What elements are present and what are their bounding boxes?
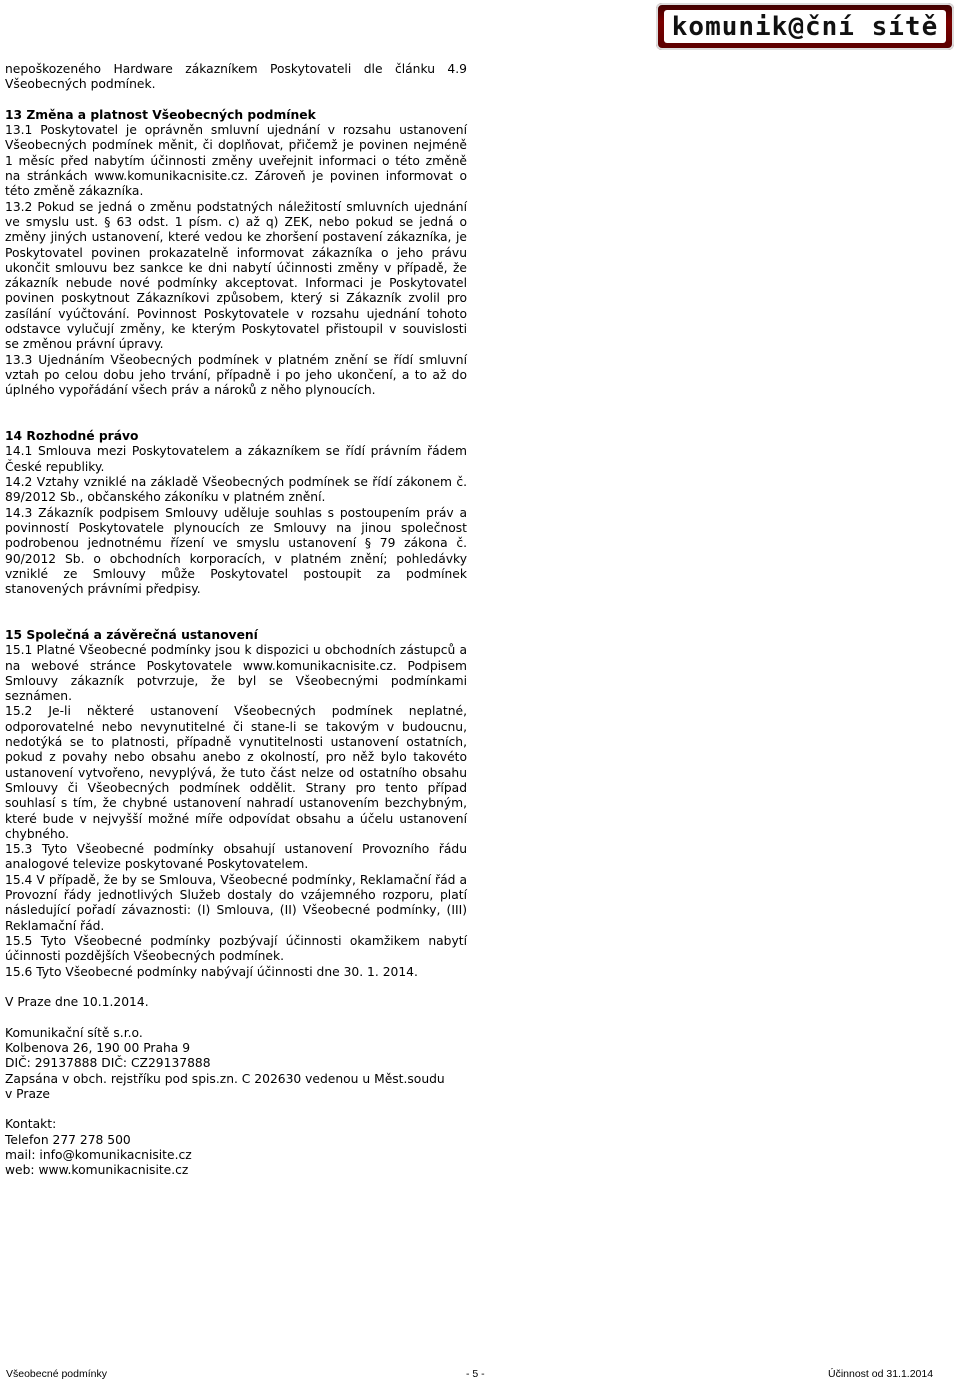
paragraph-15-2: 15.2 Je-li některé ustanovení Všeobecných podmínek neplatné, odporovatelné nebo nevynutitelné či stane-li se takovým v budoucnu, nedotýká se to platnosti, případně vynutitelnosti ustanovení ostatních, pokud z povahy nebo obsahu anebo z okolností, pro něž bylo takovéto ustanovení vytvořeno, nevyplývá, že tuto část nelze od ostatního obsahu Smlouvy či Všeobecných podmínek oddělit. Strany pro tento případ souhlasí s tím, že chybné ustanovení nahradí ustanovením bezchybným, které bude v nejvyšší možné míře odpovídat obsahu a účelu ustanovení chybného. xyxy=(5,704,467,841)
footer-title: Všeobecné podmínky xyxy=(6,1368,107,1380)
contact-mail[interactable]: mail: info@komunikacnisite.cz xyxy=(5,1148,192,1163)
document-body xyxy=(5,62,467,1179)
paragraph-14-1: 14.1 Smlouva mezi Poskytovatelem a zákazníkem se řídí právním řádem České republiky. xyxy=(5,444,467,474)
company-register: Zapsána v obch. rejstříku pod spis.zn. C 202630 vedenou u Měst.soudu xyxy=(5,1071,445,1086)
paragraph-15-5: 15.5 Tyto Všeobecné podmínky pozbývají účinnosti okamžikem nabytí účinnosti pozdějších Všeobecných podmínek. xyxy=(5,933,467,964)
company-register-city: v Praze xyxy=(5,1086,50,1101)
paragraph-14-2: 14.2 Vztahy vzniklé na základě Všeobecných podmínek se řídí zákonem č. 89/2012 Sb., občanského zákoníku v platném znění. xyxy=(5,475,467,505)
contact-phone: Telefon 277 278 500 xyxy=(5,1132,131,1147)
company-name: Komunikační sítě s.r.o. xyxy=(5,1025,143,1040)
logo-plate xyxy=(664,10,946,43)
intro-paragraph: nepoškozeného Hardware zákazníkem Poskytovateli dle článku 4.9 Všeobecných podmínek. xyxy=(5,62,467,92)
company-address: Kolbenova 26, 190 00 Praha 9 xyxy=(5,1041,191,1055)
place-date: V Praze dne 10.1.2014. xyxy=(5,995,149,1010)
paragraph-13-3: 13.3 Ujednáním Všeobecných podmínek v platném znění se řídí smluvní vztah po celou dobu jeho trvání, případně i po jeho ukončení, a to až do úplného vypořádání všech práv a nároků z něho plynoucích. xyxy=(5,352,467,398)
paragraph-13-1: 13.1 Poskytovatel je oprávněn smluvní ujednání v rozsahu ustanovení Všeobecných podmínek měnit, či doplňovat, přičemž je povinen nejméně 1 měsíc před nabytím účinnosti změny uveřejnit informaci o této změně na stránkách www.komunikacnisite.cz. Zároveň je povinen informovat o této změně zákazníka. xyxy=(5,123,467,199)
logo-text: komunik@ční sítě xyxy=(671,11,939,42)
footer-effective-date: Účinnost od 31.1.2014 xyxy=(828,1368,934,1380)
contact-web[interactable]: web: www.komunikacnisite.cz xyxy=(5,1163,189,1178)
paragraph-13-2: 13.2 Pokud se jedná o změnu podstatných náležitostí smluvních ujednání ve smyslu ust. § 63 odst. 1 písm. c) až q) ZEK, nebo pokud se jedná o změny jiných ustanovení, které vedou ke zhoršení postavení zákazníka, je Poskytovatel povinen prokazatelně informovat zákazníka o jeho právu ukončit smlouvu bez sankce ke dni nabytí účinnosti změny v případě, že zákazník nebude nové podmínky akceptovat. Informaci je Poskytovatel povinen poskytnout Zákazníkovi způsobem, který si Zákazník zvolil pro zasílání vyúčtování. Povinnost Poskytovatele v rozsahu ujednání tohoto odstavce vylučují změny, ke kterým Poskytovatel přistoupil v souvislosti se změnou právní úpravy. xyxy=(5,199,467,352)
paragraph-15-1: 15.1 Platné Všeobecné podmínky jsou k dispozici u obchodních zástupců a na webové stránce Poskytovatele www.komunikacnisite.cz. Podpisem Smlouvy zákazník potvrzuje, že byl se Všeobecnými podmínkami seznámen. xyxy=(5,643,467,704)
contact-label: Kontakt: xyxy=(5,1117,57,1132)
section-13-heading: 13 Změna a platnost Všeobecných podmínek xyxy=(5,107,316,122)
section-14-heading: 14 Rozhodné právo xyxy=(5,429,139,444)
paragraph-15-4: 15.4 V případě, že by se Smlouva, Všeobecné podmínky, Reklamační řád a Provozní řády jednotlivých Služeb dostaly do vzájemného rozporu, platí následující pořadí závaznosti: (I) Smlouva, (II) Všeobecné podmínky, (III) Reklamační řád. xyxy=(5,872,467,933)
section-15-heading: 15 Společná a závěrečná ustanovení xyxy=(5,627,258,642)
company-logo xyxy=(656,3,954,50)
paragraph-14-3: 14.3 Zákazník podpisem Smlouvy uděluje souhlas s postoupením práv a povinností Poskytovatele plynoucích ze Smlouvy na jinou společnost podrobenou jednotnému řízení ve smyslu ustanovení § 79 zákona č. 90/2012 Sb. o obchodních korporacích, v platném znění; pohledávky vzniklé ze Smlouvy může Poskytovatel postoupit za podmínek stanovených právními předpisy. xyxy=(5,505,467,597)
paragraph-15-3: 15.3 Tyto Všeobecné podmínky obsahují ustanovení Provozního řádu analogové televize poskytované Poskytovatelem. xyxy=(5,842,467,872)
page-number: - 5 - xyxy=(466,1368,485,1380)
company-ids: DIČ: 29137888 DIČ: CZ29137888 xyxy=(5,1056,211,1071)
paragraph-15-6: 15.6 Tyto Všeobecné podmínky nabývají účinnosti dne 30. 1. 2014. xyxy=(5,964,418,979)
